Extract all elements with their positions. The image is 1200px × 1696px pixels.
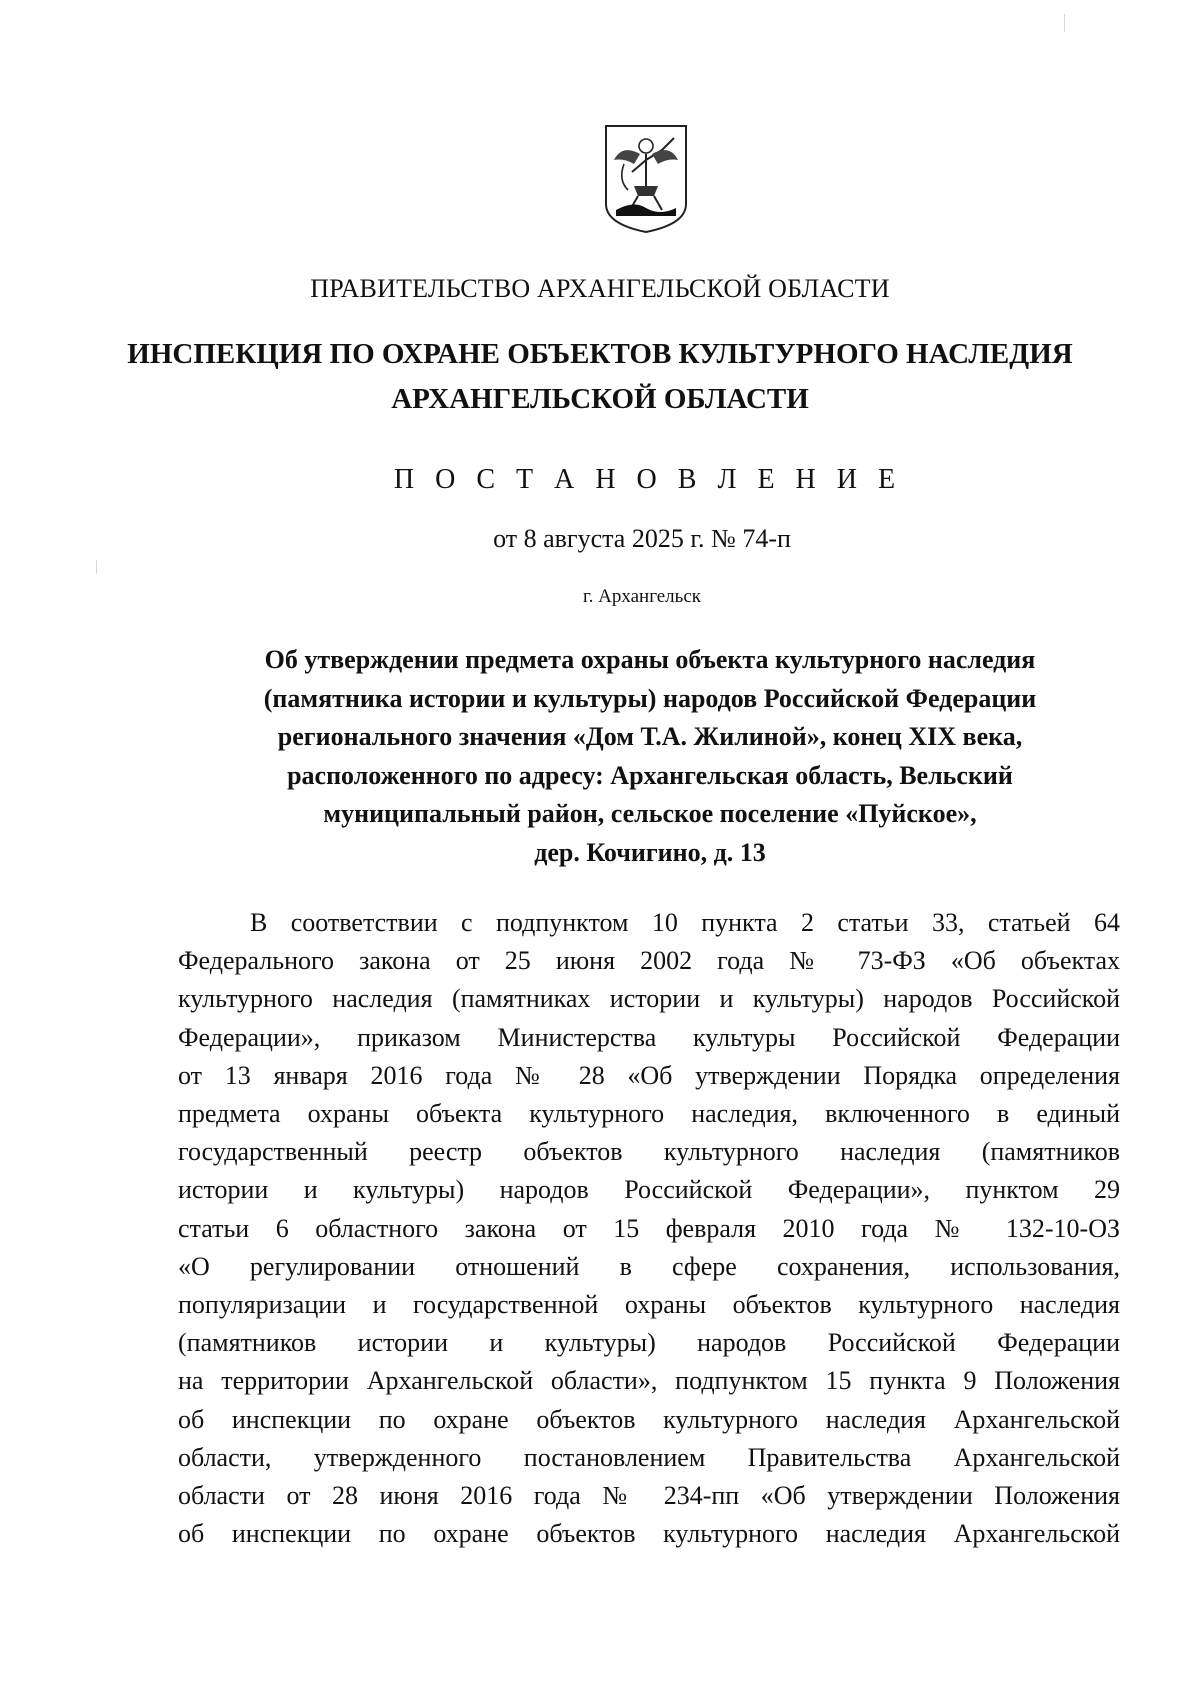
scan-mark <box>1064 14 1065 32</box>
body-line: Федерации», приказом Министерства культуры Российской Федерации <box>178 1022 1120 1052</box>
title-line: расположенного по адресу: Архангельская область, Вельский <box>287 760 1013 790</box>
document-city: г. Архангельск <box>582 586 701 607</box>
body-line: популяризации и государственной охраны объектов культурного наследия <box>178 1290 1120 1320</box>
coat-of-arms-icon <box>604 124 688 234</box>
document-type: П О С Т А Н О В Л Е Н И Е <box>393 464 903 495</box>
title-line: муниципальный район, сельское поселение «Пуйское», <box>323 799 977 828</box>
body-line: статьи 6 областного закона от 15 февраля 2010 года № 132-10-ОЗ <box>178 1213 1120 1243</box>
scan-mark <box>96 560 97 574</box>
agency-name <box>120 332 1080 422</box>
title-line: (памятника истории и культуры) народов Российской Федерации <box>263 683 1037 713</box>
body-line: государственный реестр объектов культурного наследия (памятников <box>178 1137 1120 1167</box>
body-line: культурного наследия (памятниках истории и культуры) народов Российской <box>178 984 1120 1014</box>
body-line: В соответствии с подпунктом 10 пункта 2 статьи 33, статьей 64 <box>250 908 1120 937</box>
agency-name-line: ИНСПЕКЦИЯ ПО ОХРАНЕ ОБЪЕКТОВ КУЛЬТУРНОГО НАСЛЕДИЯ <box>127 338 1073 370</box>
body-line: области, утвержденного постановлением Правительства Архангельской <box>178 1442 1120 1472</box>
title-line: Об утверждении предмета охраны объекта культурного наследия <box>264 645 1036 674</box>
document-title <box>180 641 1120 872</box>
agency-name-line: АРХАНГЕЛЬСКОЙ ОБЛАСТИ <box>391 383 809 415</box>
document-date-number: от 8 августа 2025 г. № 74-п <box>493 524 791 553</box>
body-line: об инспекции по охране объектов культурного наследия Архангельской <box>178 1404 1120 1434</box>
title-line: регионального значения «Дом Т.А. Жилиной», конец XIX века, <box>277 722 1023 751</box>
body-line: предмета охраны объекта культурного наследия, включенного в единый <box>178 1099 1120 1129</box>
body-line: об инспекции по охране объектов культурного наследия Архангельской <box>178 1519 1120 1549</box>
body-line: Федерального закона от 25 июня 2002 года № 73-ФЗ «Об объектах <box>178 946 1120 976</box>
body-paragraph <box>178 904 1120 1553</box>
body-line: от 13 января 2016 года № 28 «Об утверждении Порядка определения <box>178 1060 1120 1090</box>
government-name: ПРАВИТЕЛЬСТВО АРХАНГЕЛЬСКОЙ ОБЛАСТИ <box>310 274 890 303</box>
body-line: на территории Архангельской области», подпунктом 15 пункта 9 Положения <box>178 1366 1120 1396</box>
body-line: области от 28 июня 2016 года № 234-пп «Об утверждении Положения <box>178 1481 1120 1511</box>
body-line: «О регулировании отношений в сфере сохранения, использования, <box>178 1251 1120 1281</box>
body-line: истории и культуры) народов Российской Федерации», пунктом 29 <box>178 1175 1120 1205</box>
body-line: (памятников истории и культуры) народов Российской Федерации <box>178 1328 1120 1358</box>
title-line: дер. Кочигино, д. 13 <box>534 837 766 867</box>
